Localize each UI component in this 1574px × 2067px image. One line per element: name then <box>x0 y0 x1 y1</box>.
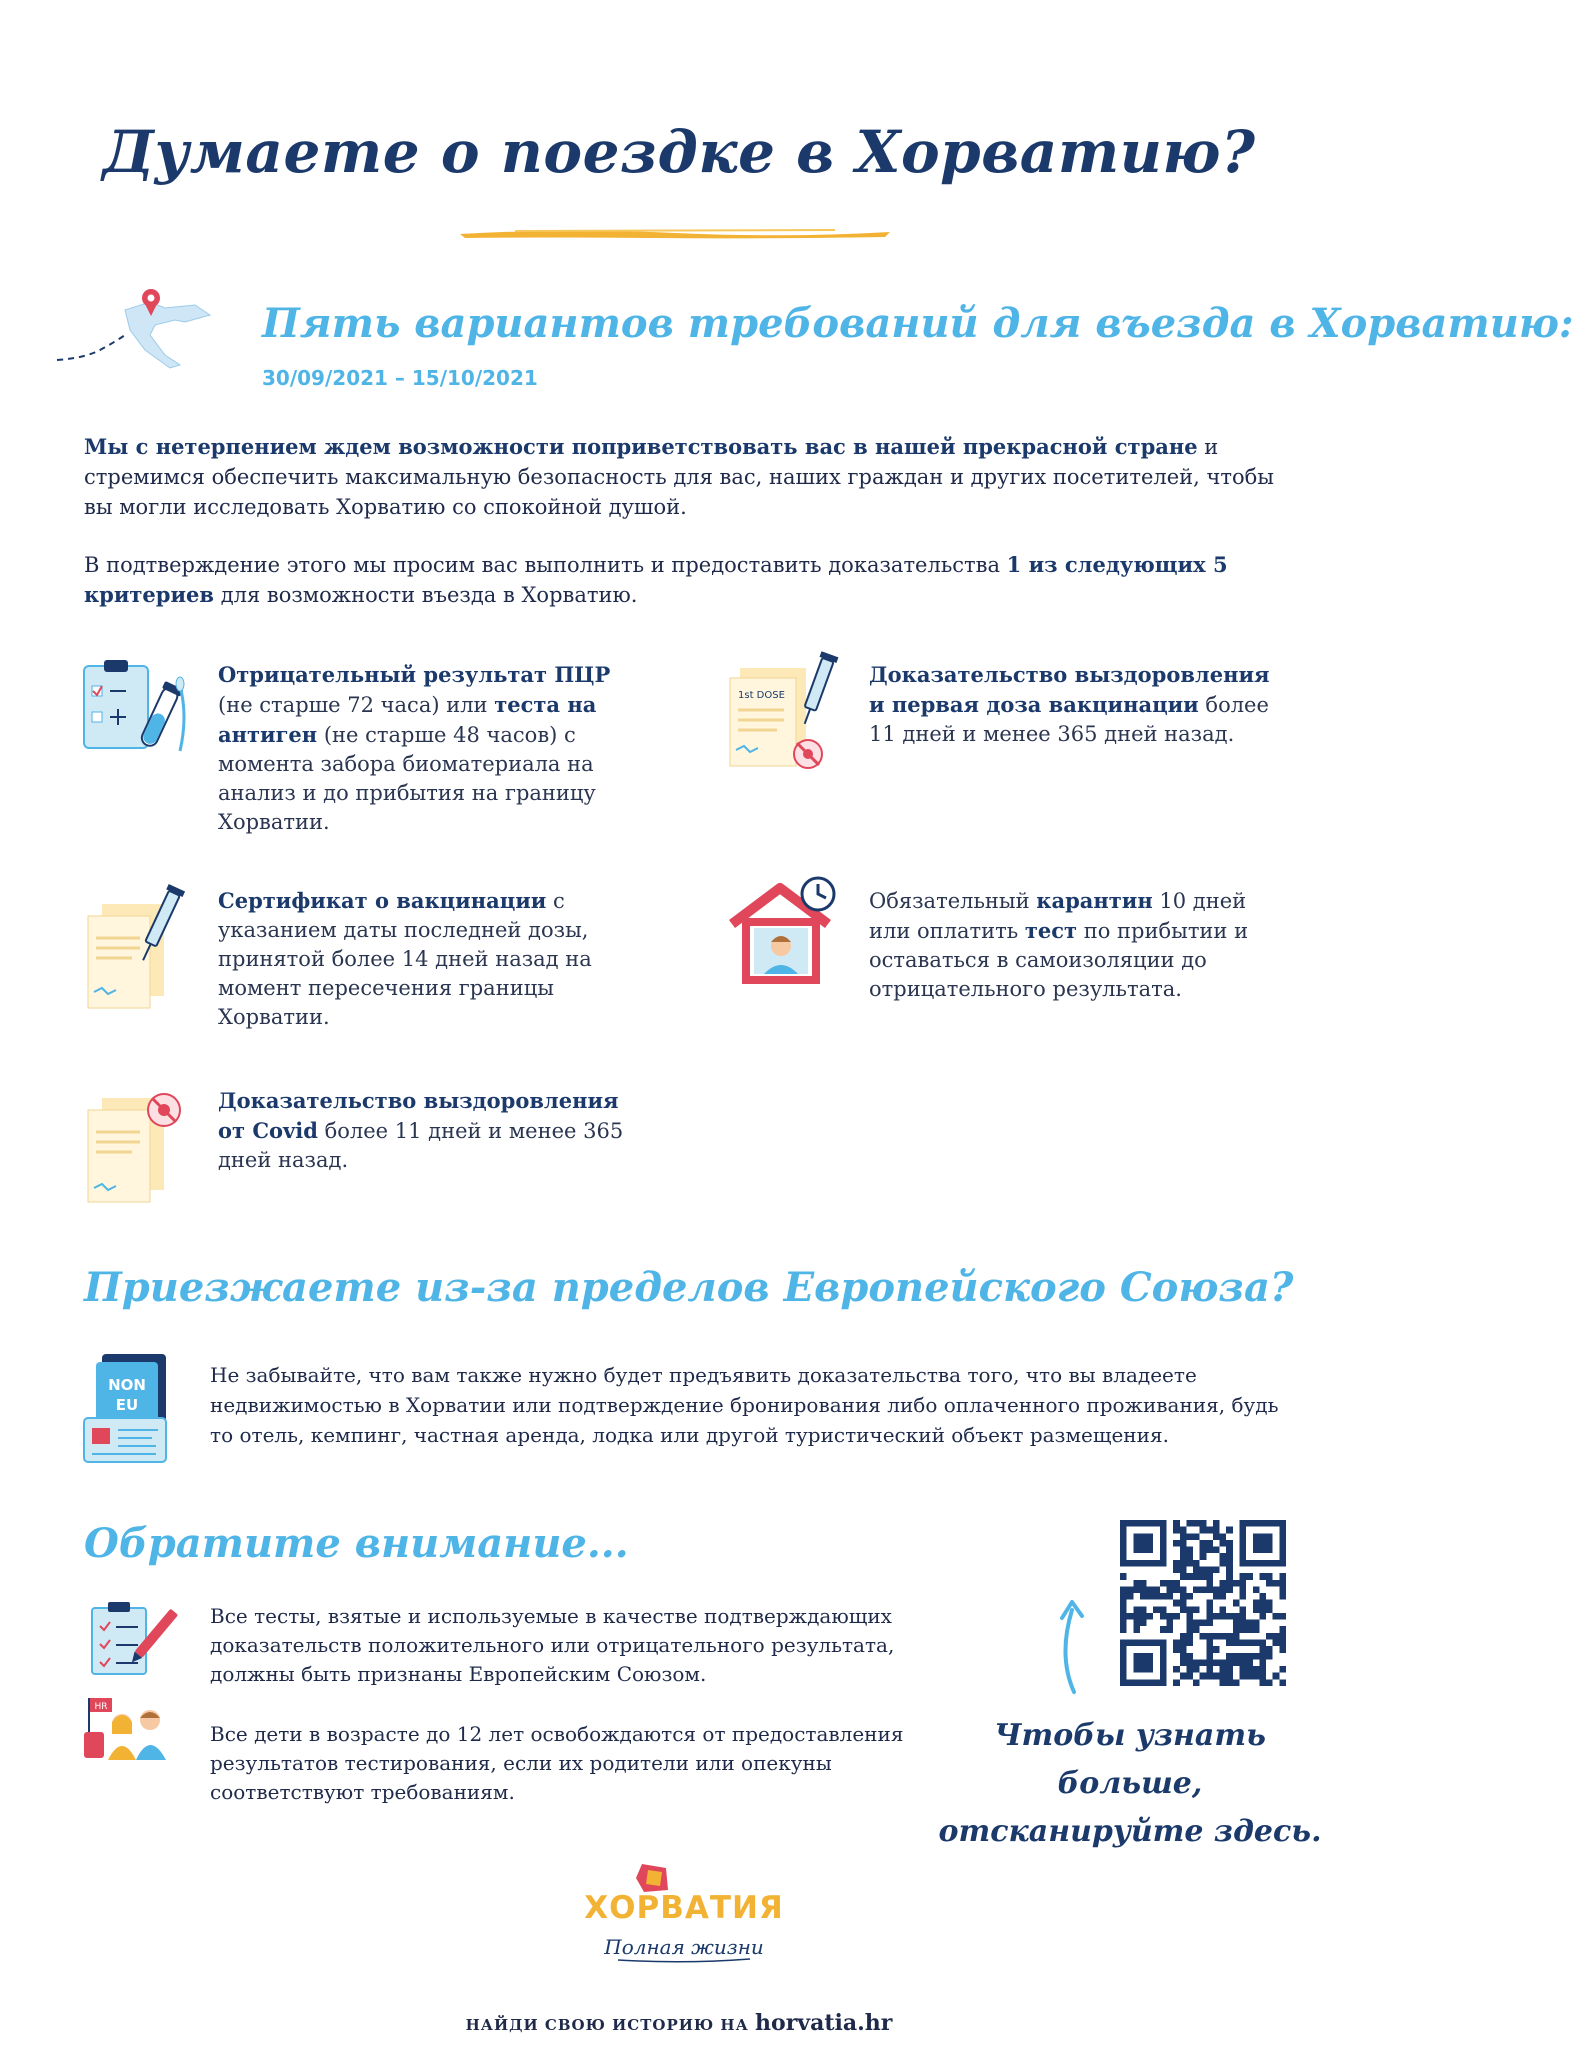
intro-paragraph-2: В подтверждение этого мы просим вас выполнить и предоставить доказательства 1 из следующих 5 критериев для возможности въезда в Хорватию. <box>84 552 1228 607</box>
non-eu-badge-line2: EU <box>115 1396 139 1414</box>
criterion-quarantine: Обязательный карантин 10 дней или оплатить тест по прибытии и оставаться в самоизоляции до отрицательного результата. <box>869 888 1249 1001</box>
dose-label: 1st DOSE <box>738 690 785 701</box>
footer: НАЙДИ СВОЮ ИСТОРИЮ НА horvatia.hr <box>465 2010 893 2036</box>
criterion-vaccination: Сертификат о вакцинации с указанием даты последней дозы, принятой более 14 дней назад на момент пересечения границы Хорватии. <box>218 888 592 1029</box>
hr-flag-label: HR <box>94 1702 108 1712</box>
footer-url[interactable]: horvatia.hr <box>755 2010 893 2036</box>
curved-arrow-icon <box>1054 1596 1088 1696</box>
croatia-map-icon <box>55 280 215 390</box>
vaccination-certificate-icon <box>80 884 180 1014</box>
criterion-pcr: Отрицательный результат ПЦР (не старше 72 часа) или теста на антиген (не старше 48 часов) с момента забора биоматериала на анализ и до прибытия на границу Хорватии. <box>218 662 611 834</box>
non-eu-text: Не забывайте, что вам также нужно будет предъявить доказательства того, что вы владеете недвижимостью в Хорватии или подтверждение бронирования либо оплаченного проживания, будь то отель, кемпинг, частная аренда, лодка или другой туристический объект размещения. <box>210 1363 1279 1447</box>
croatia-logo <box>584 1862 784 1974</box>
page-title: Думаете о поездке в Хорватию? <box>102 118 1256 186</box>
qr-modules <box>1120 1520 1286 1686</box>
checklist-icon <box>88 1600 170 1676</box>
scan-instruction: Чтобы узнать больше, отсканируйте здесь. <box>938 1718 1322 1849</box>
covid-recovery-certificate-icon <box>80 1084 190 1204</box>
non-eu-title: Приезжаете из-за пределов Европейского Союза? <box>84 1264 1294 1311</box>
non-eu-badge-line1: NON <box>108 1376 146 1394</box>
intro-paragraph-1: Мы с нетерпением ждем возможности поприветствовать вас в нашей прекрасной стране и стремимся обеспечить максимальную безопасность для вас, наших граждан и других посетителей, чтобы вы могли исследовать Хорватию со спокойной душой. <box>84 434 1274 519</box>
brush-divider <box>455 226 895 242</box>
logo-wordmark: ХОРВАТИЯ <box>584 1890 784 1926</box>
note-item-tests: Все тесты, взятые и используемые в качестве подтверждающих доказательств положительного или отрицательного результата, должны быть признаны Европейским Союзом. <box>210 1604 895 1686</box>
non-eu-passport-icon <box>82 1352 174 1466</box>
logo-tagline: Полная жизни <box>604 1935 764 1959</box>
requirements-title: Пять вариантов требований для въезда в Хорватию: <box>262 300 1574 347</box>
note-title: Обратите внимание... <box>84 1520 629 1567</box>
children-family-icon <box>80 1694 172 1764</box>
requirements-dates: 30/09/2021 – 15/10/2021 <box>262 366 538 390</box>
criterion-recovery-first-dose: Доказательство выздоровления и первая доза вакцинации более 11 дней и менее 365 дней назад. <box>869 662 1270 746</box>
first-dose-certificate-icon <box>722 650 842 770</box>
qr-code[interactable] <box>1120 1520 1286 1686</box>
criterion-covid-recovery: Доказательство выздоровления от Covid более 11 дней и менее 365 дней назад. <box>218 1088 624 1172</box>
note-item-children: Все дети в возрасте до 12 лет освобождаются от предоставления результатов тестирования, если их родители или опекуны соответствуют требованиям. <box>210 1722 904 1804</box>
quarantine-home-icon <box>724 876 844 986</box>
pcr-test-icon <box>80 656 200 764</box>
